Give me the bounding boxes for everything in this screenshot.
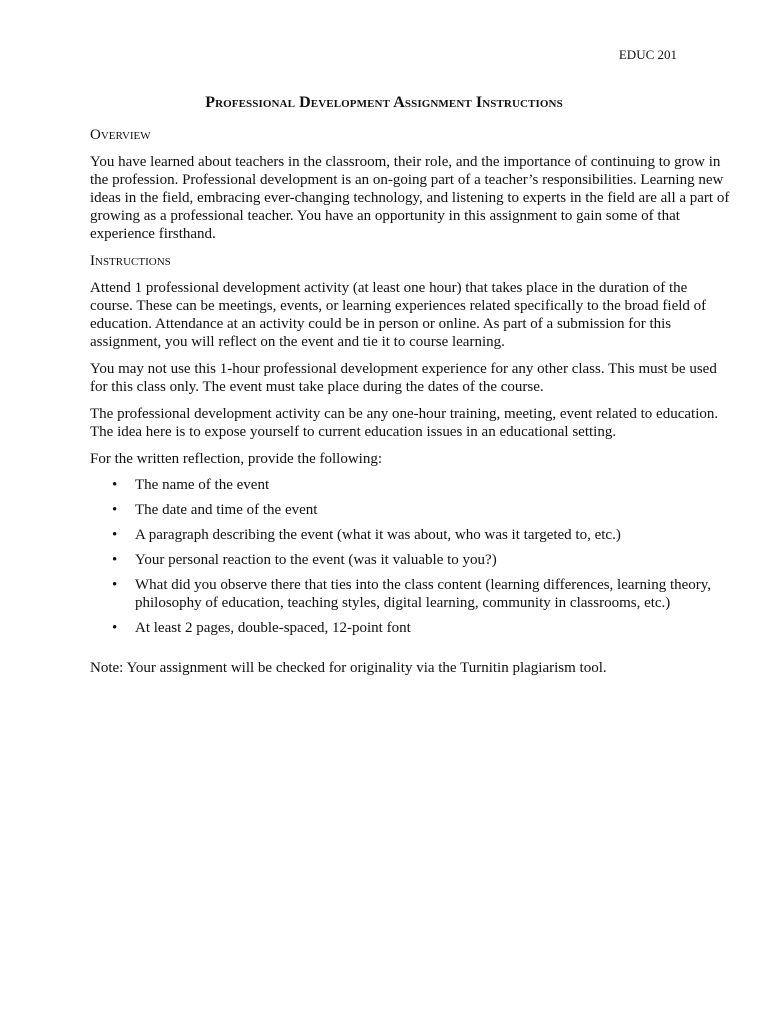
list-item-text: What did you observe there that ties into the class content (learning differences, learning theory, philosophy of education, teaching styles, digital learning, community in classrooms, etc.) xyxy=(135,577,712,611)
bullet-icon: • xyxy=(112,527,118,543)
instructions-paragraph-2: You may not use this 1-hour professional development experience for any other class. This must be used for this class only. The event must take place during the dates of the course. xyxy=(90,361,717,395)
list-item xyxy=(90,476,730,494)
list-item xyxy=(90,526,730,544)
course-code: EDUC 201 xyxy=(618,47,677,62)
bullet-icon: • xyxy=(112,552,118,568)
reflection-list xyxy=(90,476,730,637)
overview-heading: Overview xyxy=(90,127,151,143)
bullet-icon: • xyxy=(112,577,118,593)
instructions-heading: Instructions xyxy=(90,253,171,269)
bullet-icon: • xyxy=(112,620,118,636)
list-item xyxy=(90,551,730,569)
list-item-text: At least 2 pages, double-spaced, 12-point font xyxy=(135,620,411,636)
originality-note: Note: Your assignment will be checked for originality via the Turnitin plagiarism tool. xyxy=(90,660,607,676)
overview-paragraph: You have learned about teachers in the classroom, their role, and the importance of continuing to grow in the profession. Professional development is an on-going part of a teacher’s responsibilities. Learning new ideas in the field, embracing ever-changing technology, and listening to experts in the field are all a part of growing as a professional teacher. You have an opportunity in this assignment to gain some of that experience firsthand. xyxy=(90,154,730,242)
list-item xyxy=(90,619,730,637)
bullet-icon: • xyxy=(112,477,118,493)
bullet-icon: • xyxy=(112,502,118,518)
list-item-text: The name of the event xyxy=(135,477,270,493)
page-title: Professional Development Assignment Instructions xyxy=(205,94,563,111)
instructions-paragraph-4: For the written reflection, provide the following: xyxy=(90,451,383,467)
list-item xyxy=(90,576,730,612)
list-item-text: Your personal reaction to the event (was it valuable to you?) xyxy=(135,552,497,568)
document-body xyxy=(90,126,730,686)
instructions-paragraph-1: Attend 1 professional development activity (at least one hour) that takes place in the duration of the course. These can be meetings, events, or learning experiences related specifically to the broad field of education. Attendance at an activity could be in person or online. As part of a submission for this assignment, you will reflect on the event and tie it to course learning. xyxy=(90,280,707,350)
instructions-paragraph-3: The professional development activity can be any one-hour training, meeting, event related to education. The idea here is to expose yourself to current education issues in an educational setting. xyxy=(90,406,719,440)
list-item-text: A paragraph describing the event (what it was about, who was it targeted to, etc.) xyxy=(135,527,621,543)
list-item-text: The date and time of the event xyxy=(135,502,318,518)
list-item xyxy=(90,501,730,519)
